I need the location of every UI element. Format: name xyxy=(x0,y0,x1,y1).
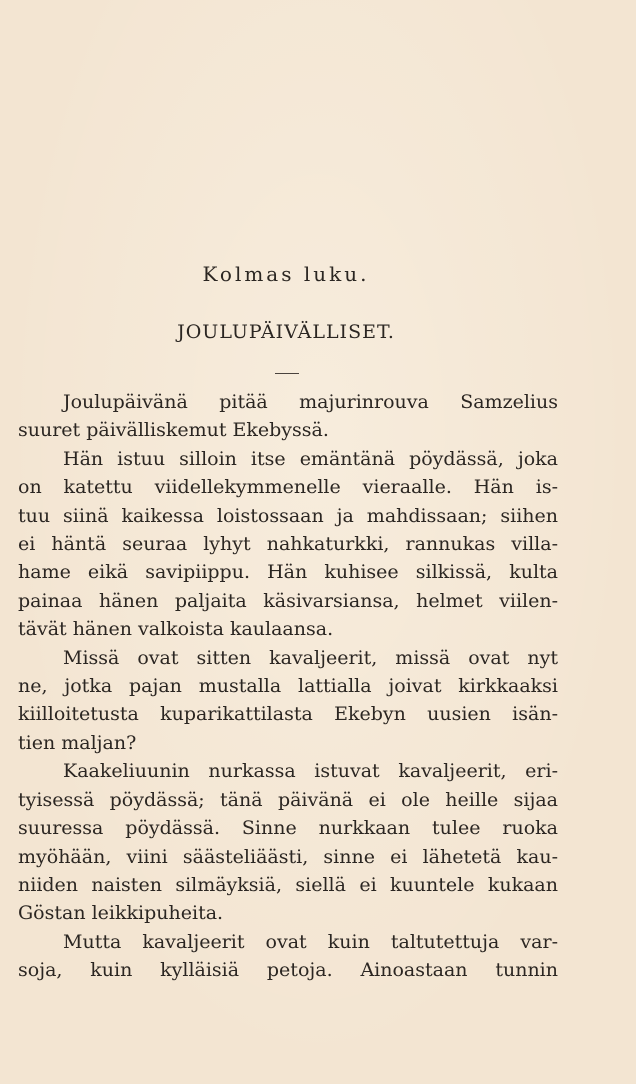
text-line: suuret päivälliskemut Ekebyssä. xyxy=(18,419,329,442)
text-line: Hän istuu silloin itse emäntänä pöydässä, joka xyxy=(63,447,558,470)
text-line: ei häntä seuraa lyhyt nahkaturkki, rannukas villa- xyxy=(18,533,558,556)
text-line: tuu siinä kaikessa loistossaan ja mahdissaan; siihen xyxy=(18,504,558,527)
text-line: tyisessä pöydässä; tänä päivänä ei ole heille sijaa xyxy=(18,788,558,811)
text-line: suuressa pöydässä. Sinne nurkkaan tulee ruoka xyxy=(18,817,558,840)
text-line: Mutta kavaljeerit ovat kuin taltutettuja var- xyxy=(63,930,558,953)
text-line: hame eikä savipiippu. Hän kuhisee silkissä, kulta xyxy=(18,561,558,584)
text-line: Kaakeliuunin nurkassa istuvat kavaljeerit, eri- xyxy=(63,760,558,783)
text-line: painaa hänen paljaita käsivarsiansa, helmet viilen- xyxy=(18,589,558,612)
text-line: niiden naisten silmäyksiä, siellä ei kuuntele kukaan xyxy=(18,873,558,896)
text-line: Missä ovat sitten kavaljeerit, missä ovat nyt xyxy=(63,646,558,669)
text-line: on katettu viidellekymmenelle vieraalle. Hän is- xyxy=(18,476,558,499)
text-line: tävät hänen valkoista kaulaansa. xyxy=(18,618,334,641)
chapter-title: JOULUPÄIVÄLLISET. xyxy=(177,321,395,343)
text-line: Joulupäivänä pitää majurinrouva Samzelius xyxy=(63,391,558,413)
body-text xyxy=(18,388,558,985)
text-line: Göstan leikkipuheita. xyxy=(18,902,224,925)
text-line: myöhään, viini säästeliäästi, sinne ei lähetetä kau- xyxy=(18,845,558,868)
text-line: tien maljan? xyxy=(18,731,137,754)
text-line: kiilloitetusta kuparikattilasta Ekebyn uusien isän- xyxy=(18,703,558,726)
text-line: ne, jotka pajan mustalla lattialla joivat kirkkaaksi xyxy=(18,675,558,698)
section-divider xyxy=(275,373,299,374)
chapter-label: Kolmas luku. xyxy=(202,262,370,286)
text-line: soja, kuin kylläisiä petoja. Ainoastaan tunnin xyxy=(18,959,558,982)
